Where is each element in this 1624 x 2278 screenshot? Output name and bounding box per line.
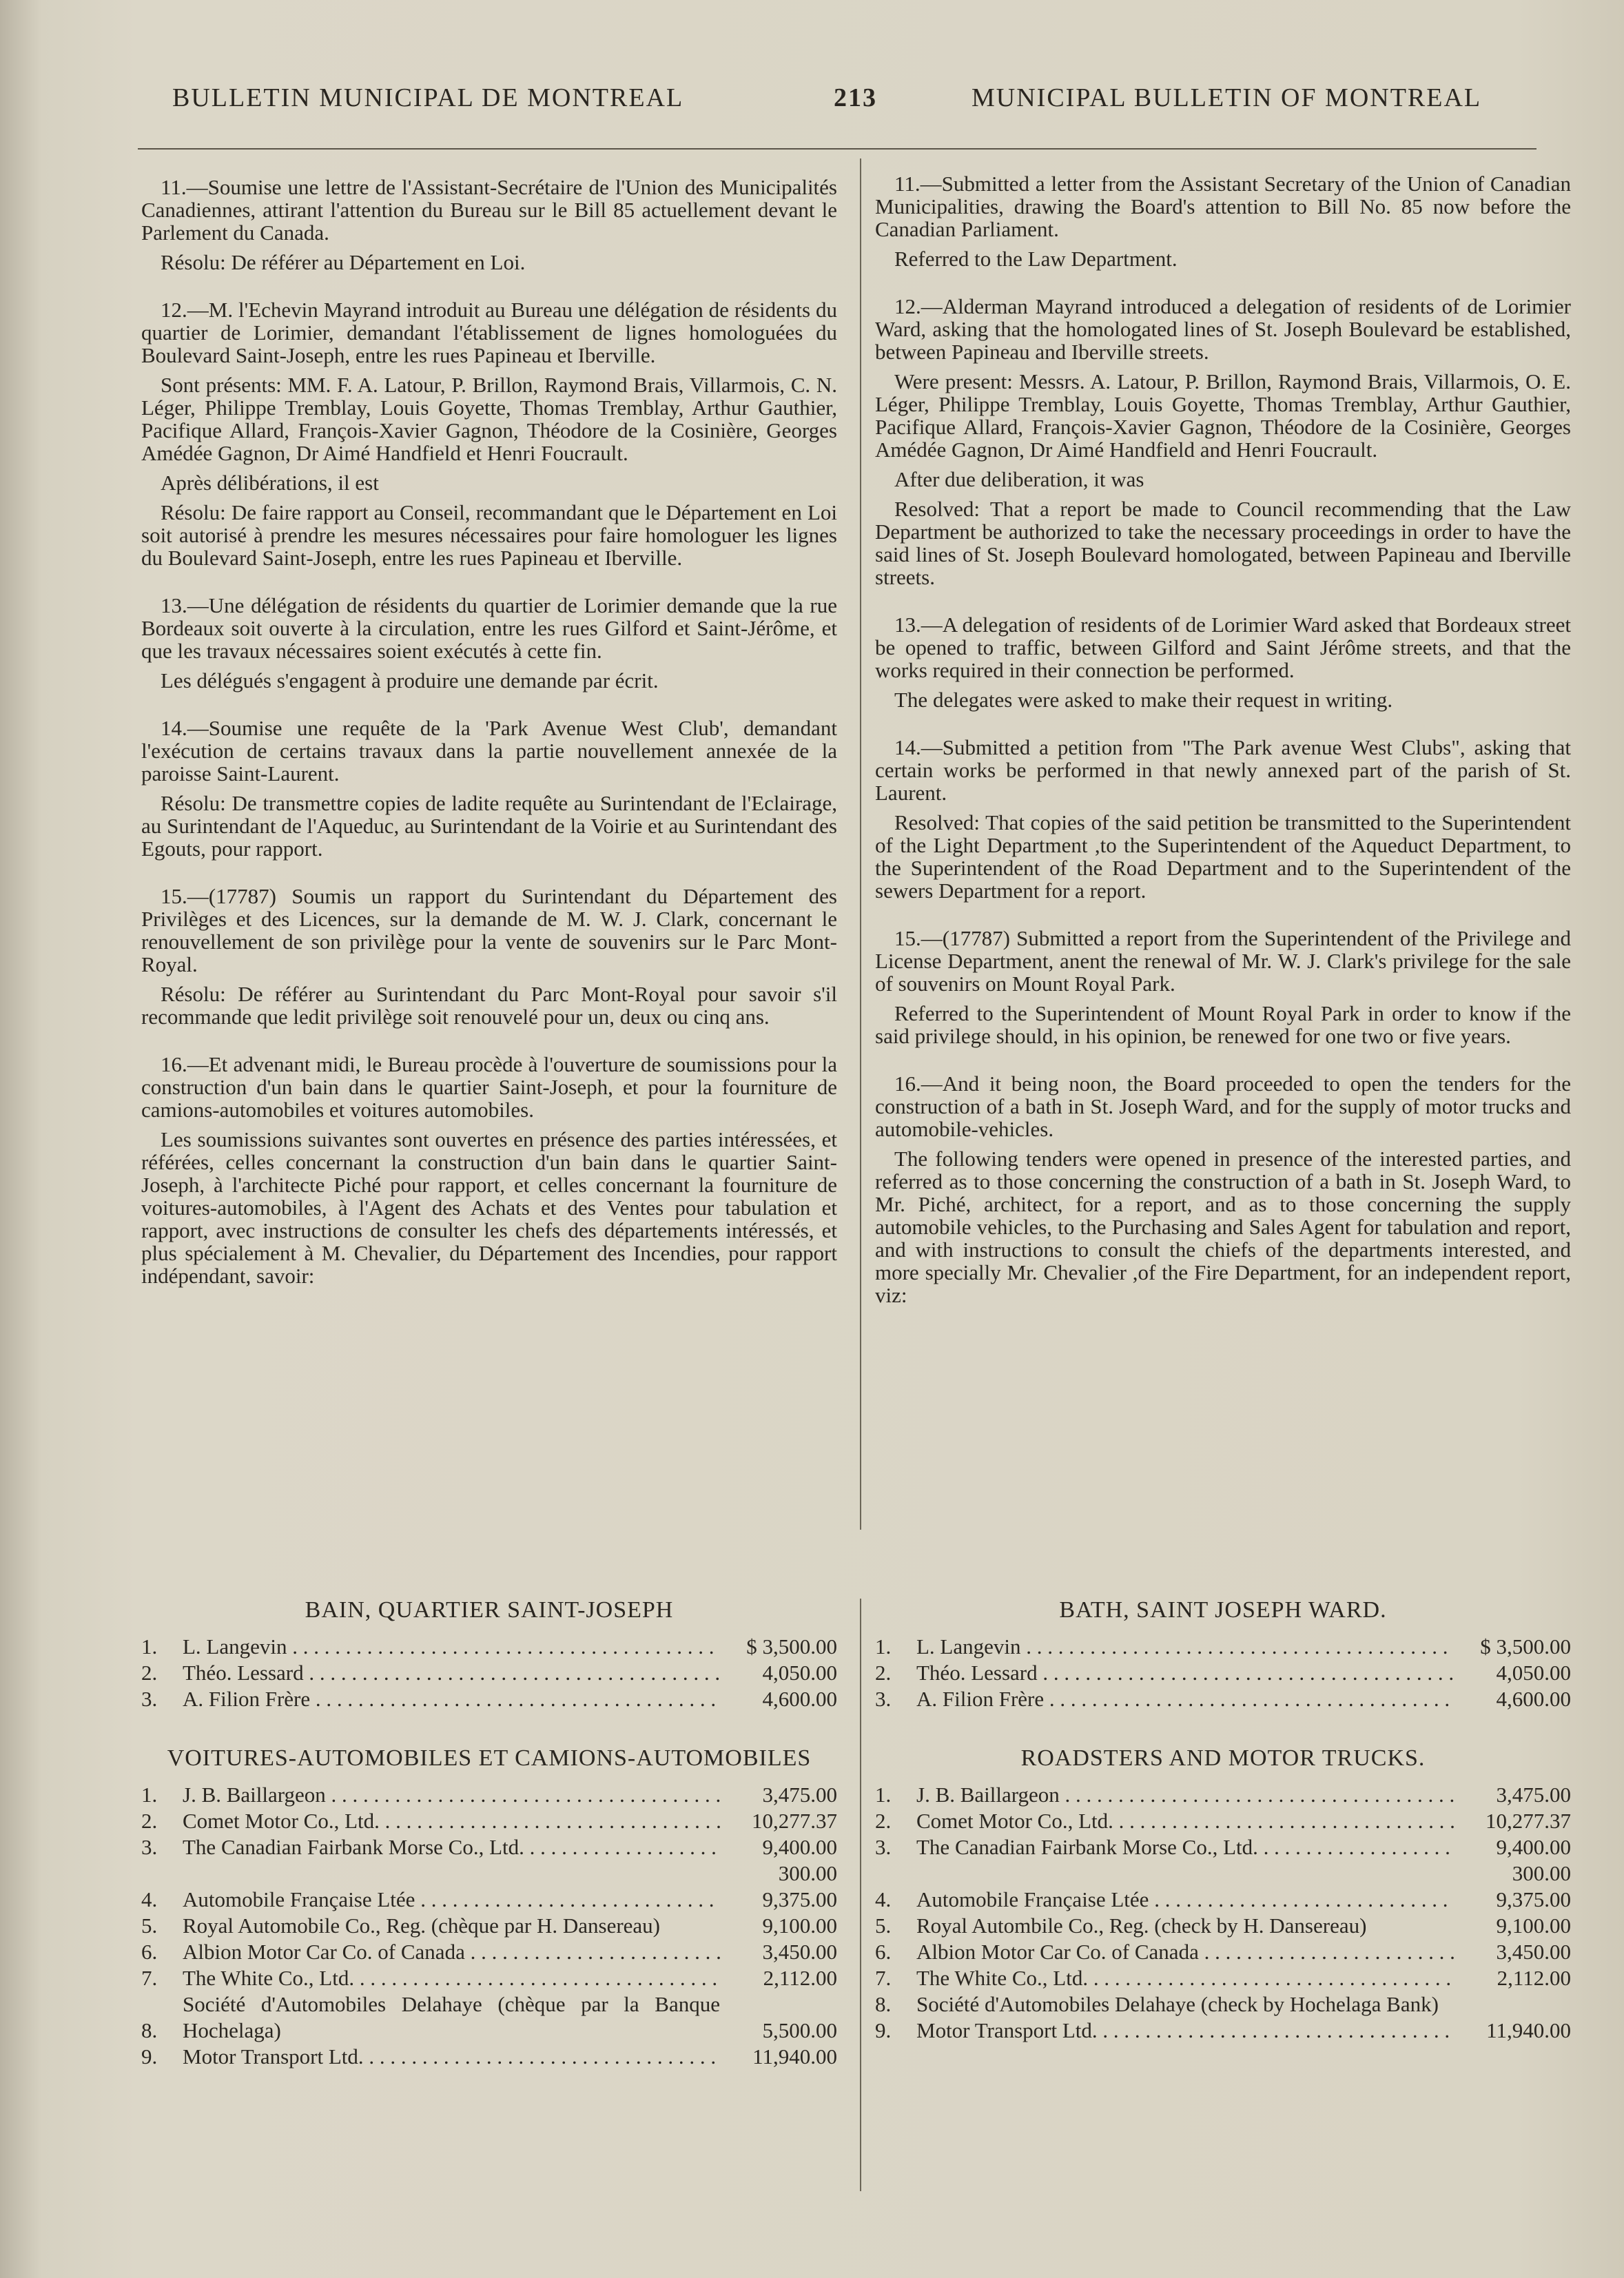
en-item-13-note: The delegates were asked to make their request in writing.: [894, 688, 1393, 712]
tender-name: Royal Autombile Co., Reg. (check by H. Dansereau): [916, 1913, 1367, 1938]
fr-cars-row: [141, 1939, 837, 1965]
tender-name: Comet Motor Co., Ltd. . . .: [183, 1808, 720, 1834]
tender-name: Théo. Lessard . . .: [916, 1660, 1454, 1686]
fr-item-12-resolution: Résolu: De faire rapport au Conseil, recommandant que le Département en Loi soit autorisé à prendre les mesures nécessaires pour faire homologuer les lignes du Boulevard Saint-Joseph, entre les rues Papineau et Iberville.: [141, 500, 837, 570]
tender-name: A. Filion Frère . . .: [916, 1686, 1454, 1712]
header-title-english: MUNICIPAL BULLETIN OF MONTREAL: [972, 83, 1482, 112]
fr-item-13-note: Les délégués s'engagent à produire une demande par écrit.: [161, 668, 659, 692]
fr-cars-row: [141, 1834, 837, 1860]
fr-bath-list: [141, 1634, 837, 1712]
tender-number: 3.: [141, 1835, 158, 1859]
fr-item-12-deliberation: Après délibérations, il est: [161, 471, 379, 495]
tender-number: 2.: [875, 1661, 892, 1685]
tender-name: Albion Motor Car Co. of Canada . . .: [183, 1939, 720, 1965]
en-bath-row: [875, 1686, 1571, 1712]
tender-name: L. Langevin . . .: [183, 1634, 720, 1660]
en-bath-row: [875, 1660, 1571, 1686]
en-cars-row: [875, 1834, 1571, 1860]
tender-name: Société d'Automobiles Delahaye (check by Hochelaga Bank): [916, 1992, 1439, 2016]
en-item-15-resolution: Referred to the Superintendent of Mount Royal Park in order to know if the said privilege should, in his opinion, be renewed for one two or five years.: [875, 1001, 1571, 1048]
tender-name: J. B. Baillargeon . . .: [183, 1782, 720, 1808]
tender-amount: 3,475.00: [1496, 1783, 1571, 1807]
en-cars-row: [875, 1808, 1571, 1834]
tender-name: Comet Motor Co., Ltd. . . .: [916, 1808, 1454, 1834]
fr-item-12-present: Sont présents: MM. F. A. Latour, P. Brillon, Raymond Brais, Villarmois, C. N. Léger, Philippe Tremblay, Louis Goyette, Thomas Tremblay, Arthur Gauthier, Pacifique Allard, François-Xavier Gagnon, Théodore de la Cosinière, Georges Amédée Gagnon, Dr Aimé Handfield et Henri Foucrault.: [141, 373, 837, 465]
tender-name: Théo. Lessard . . .: [183, 1660, 720, 1686]
tender-amount: $ 3,500.00: [746, 1634, 837, 1659]
column-divider-upper: [860, 158, 861, 1530]
fr-cars-row: [141, 1991, 837, 2044]
tender-number: 4.: [875, 1887, 892, 1911]
tender-name: J. B. Baillargeon . . .: [916, 1782, 1454, 1808]
fr-item-11-resolution: Résolu: De référer au Département en Loi.: [161, 250, 526, 274]
fr-cars-row: [141, 1965, 837, 1991]
tender-amount: $ 3,500.00: [1480, 1634, 1571, 1659]
tender-amount: 10,277.37: [752, 1809, 837, 1833]
fr-cars-row: [141, 1913, 837, 1939]
tender-number: 4.: [141, 1887, 158, 1911]
tender-amount: 10,277.37: [1486, 1809, 1571, 1833]
tender-name: Motor Transport Ltd. . . .: [183, 2044, 720, 2070]
en-cars-row: [875, 1913, 1571, 1939]
tender-number: 6.: [141, 1940, 158, 1964]
en-bath-title: BATH, SAINT JOSEPH WARD.: [1059, 1597, 1387, 1623]
tender-name: Albion Motor Car Co. of Canada . . .: [916, 1939, 1454, 1965]
fr-item-11: 11.—Soumise une lettre de l'Assistant-Secrétaire de l'Union des Municipalités Canadiennes, attirant l'attention du Bureau sur le Bill 85 actuellement devant le Parlement du Canada.: [141, 175, 837, 245]
tender-name: L. Langevin . . .: [916, 1634, 1454, 1660]
tender-amount: 4,050.00: [1496, 1661, 1571, 1685]
tender-number: 7.: [875, 1966, 892, 1990]
tender-number: 1.: [141, 1634, 158, 1659]
fr-cars-row: [141, 2044, 837, 2070]
tender-number: 5.: [141, 1913, 158, 1938]
fr-cars-row: [141, 1782, 837, 1808]
fr-cars-list: [141, 1782, 837, 2070]
fr-cars-title: VOITURES-AUTOMOBILES ET CAMIONS-AUTOMOBILES: [167, 1745, 812, 1771]
fr-cars-row: [141, 1887, 837, 1913]
fr-bath-row: [141, 1634, 837, 1660]
en-cars-list: [875, 1782, 1571, 2044]
tender-amount: 9,100.00: [1496, 1913, 1571, 1938]
en-item-12-deliberation: After due deliberation, it was: [894, 467, 1144, 491]
fr-item-12: 12.—M. l'Echevin Mayrand introduit au Bureau une délégation de résidents du quartier de Lorimier, demandant l'établissement de lignes homologuées du Boulevard Saint-Joseph, entre les rues Papineau et Iberville.: [141, 298, 837, 367]
en-item-12: 12.—Alderman Mayrand introduced a delegation of residents of de Lorimier Ward, asking that the homologated lines of St. Joseph Boulevard be established, between Papineau and Iberville streets.: [875, 294, 1571, 364]
tender-number: 2.: [141, 1809, 158, 1833]
fr-item-16-tenders: Les soumissions suivantes sont ouvertes en présence des parties intéressées, et référées, celles concernant la construction d'un bain dans le quartier Saint-Joseph, à l'architecte Piché pour rapport, et celles concernant la fourniture de voitures-automobiles, à l'Agent des Achats et des Ventes pour tabulation et rapport, avec instructions de consulter les chefs des départements intéressés, et plus spécialement à M. Chevalier, du Département des Incendies, pour rapport indépendant, savoir:: [141, 1127, 837, 1288]
en-cars-row: [875, 1965, 1571, 1991]
tender-extra-amount: 300.00: [778, 1861, 837, 1885]
tender-number: 9.: [141, 2044, 158, 2069]
fr-item-15: 15.—(17787) Soumis un rapport du Surintendant du Département des Privilèges et des Licences, sur la demande de M. W. J. Clark, concernant le renouvellement de son privilège pour la vente de souvenirs sur le Parc Mont-Royal.: [141, 884, 837, 976]
tender-name: Automobile Française Ltée . . .: [916, 1887, 1454, 1913]
tender-amount: 3,475.00: [762, 1783, 837, 1807]
tender-number: 8.: [141, 2018, 158, 2042]
tender-number: 2.: [141, 1661, 158, 1685]
fr-bath-row: [141, 1686, 837, 1712]
tender-amount: 3,450.00: [1496, 1940, 1571, 1964]
en-tenders: [875, 1599, 1571, 2044]
fr-item-14-resolution: Résolu: De transmettre copies de ladite requête au Surintendant de l'Eclairage, au Surintendant de l'Aqueduc, au Surintendant de la Voirie et au Surintendant des Egouts, pour rapport.: [141, 791, 837, 861]
french-column: [141, 176, 837, 1294]
tender-amount: 9,375.00: [762, 1887, 837, 1911]
tender-extra-amount: 300.00: [1512, 1861, 1571, 1885]
tender-name: The Canadian Fairbank Morse Co., Ltd. . . .: [916, 1834, 1454, 1860]
english-column: [875, 172, 1571, 1313]
en-cars-row: [875, 1887, 1571, 1913]
en-item-16: 16.—And it being noon, the Board proceeded to open the tenders for the construction of a bath in St. Joseph Ward, and for the supply of motor trucks and automobile-vehicles.: [875, 1071, 1571, 1141]
fr-tenders: [141, 1599, 837, 2070]
en-item-11-resolution: Referred to the Law Department.: [894, 247, 1178, 271]
fr-item-13: 13.—Une délégation de résidents du quartier de Lorimier demande que la rue Bordeaux soit ouverte à la circulation, entre les rues Gilford et Saint-Jérôme, et que les travaux nécessaires soient exécutés à cette fin.: [141, 593, 837, 663]
header-title-french: BULLETIN MUNICIPAL DE MONTREAL: [172, 83, 684, 112]
tender-name: A. Filion Frère . . .: [183, 1686, 720, 1712]
tender-number: 1.: [875, 1783, 892, 1807]
tender-amount: 9,100.00: [762, 1913, 837, 1938]
tender-name: The Canadian Fairbank Morse Co., Ltd. . . .: [183, 1834, 720, 1860]
tender-number: 7.: [141, 1966, 158, 1990]
tender-name: Royal Automobile Co., Reg. (chèque par H. Dansereau): [183, 1913, 661, 1938]
en-item-14: 14.—Submitted a petition from "The Park avenue West Clubs", asking that certain works be performed in that newly annexed part of the parish of St. Laurent.: [875, 735, 1571, 805]
tender-amount: 2,112.00: [763, 1966, 837, 1990]
en-item-13: 13.—A delegation of residents of de Lorimier Ward asked that Bordeaux street be opened to traffic, between Gilford and Saint Jérôme streets, and that the works required in their connection be performed.: [875, 613, 1571, 682]
en-item-15: 15.—(17787) Submitted a report from the Superintendent of the Privilege and License Department, anent the renewal of Mr. W. J. Clark's privilege for the sale of souvenirs on Mount Royal Park.: [875, 926, 1571, 996]
tender-name: Motor Transport Ltd. . . .: [916, 2018, 1454, 2044]
tender-number: 1.: [141, 1783, 158, 1807]
fr-cars-row: [141, 1808, 837, 1834]
en-bath-row: [875, 1634, 1571, 1660]
en-item-12-resolution: Resolved: That a report be made to Council recommending that the Law Department be authorized to take the necessary proceedings in order to have the said lines of St. Joseph Boulevard homologated, between Papineau and Iberville streets.: [875, 497, 1571, 589]
fr-bath-title: BAIN, QUARTIER SAINT-JOSEPH: [305, 1597, 674, 1623]
en-cars-row: [875, 1939, 1571, 1965]
tender-amount: 9,400.00: [762, 1835, 837, 1859]
tender-number: 5.: [875, 1913, 892, 1938]
en-item-14-resolution: Resolved: That copies of the said petition be transmitted to the Superintendent of the Light Department ,to the Superintendent of the Aqueduct Department, to the Superintendent of the Road Department and to the Superintendent of the sewers Department for a report.: [875, 810, 1571, 903]
tender-number: 9.: [875, 2018, 892, 2042]
tender-amount: 4,600.00: [762, 1687, 837, 1711]
tender-amount: 3,450.00: [762, 1940, 837, 1964]
header-rule: [138, 148, 1536, 150]
fr-bath-row: [141, 1660, 837, 1686]
tender-number: 3.: [875, 1687, 892, 1711]
tender-amount: 5,500.00: [762, 2018, 837, 2042]
en-cars-title: ROADSTERS AND MOTOR TRUCKS.: [1020, 1745, 1426, 1771]
en-item-12-present: Were present: Messrs. A. Latour, P. Brillon, Raymond Brais, Villarmois, O. E. Léger, Philippe Tremblay, Louis Goyette, Thomas Tremblay, Arthur Gauthier, Pacifique Allard, François-Xavier Gagnon, Théodore de la Cosinière, Georges Amédée Gagnon, Dr Aimé Handfield and Henri Foucrault.: [875, 369, 1571, 462]
page-header: [165, 83, 1507, 138]
en-cars-row: [875, 2018, 1571, 2044]
en-item-16-tenders: The following tenders were opened in presence of the interested parties, and referred as to those concerning the construction of a bath in St. Joseph Ward, to Mr. Piché, architect, for a report, and as to those concerning the supply automobile vehicles, to the Purchasing and Sales Agent for tabulation and report, and with instructions to consult the chiefs of the departments interested, and more specially Mr. Chevalier ,of the Fire Department, for an independent report, viz:: [875, 1147, 1571, 1307]
en-bath-list: [875, 1634, 1571, 1712]
column-divider-lower: [860, 1599, 861, 2191]
tender-amount: 9,375.00: [1496, 1887, 1571, 1911]
tender-amount: 11,940.00: [752, 2044, 837, 2069]
en-cars-row: [875, 1782, 1571, 1808]
tender-number: 3.: [141, 1687, 158, 1711]
tender-number: 6.: [875, 1940, 892, 1964]
tender-amount: 9,400.00: [1496, 1835, 1571, 1859]
tender-number: 8.: [875, 1992, 892, 2016]
tender-name: Automobile Française Ltée . . .: [183, 1887, 720, 1913]
tender-amount: 4,600.00: [1496, 1687, 1571, 1711]
page-number: 213: [834, 83, 877, 112]
tender-amount: 2,112.00: [1497, 1966, 1571, 1990]
en-item-11: 11.—Submitted a letter from the Assistant Secretary of the Union of Canadian Municipalities, drawing the Board's attention to Bill No. 85 now before the Canadian Parliament.: [875, 172, 1571, 241]
tender-name: The White Co., Ltd. . . .: [916, 1965, 1454, 1991]
fr-item-14: 14.—Soumise une requête de la 'Park Avenue West Club', demandant l'exécution de certains travaux dans la partie nouvellement annexée de la paroisse Saint-Laurent.: [141, 716, 837, 786]
fr-item-16: 16.—Et advenant midi, le Bureau procède à l'ouverture de soumissions pour la construction d'un bain dans le quartier Saint-Joseph, et pour la fourniture de camions-automobiles et voitures automobiles.: [141, 1052, 837, 1122]
tender-number: 3.: [875, 1835, 892, 1859]
tender-amount: 11,940.00: [1486, 2018, 1571, 2042]
tender-number: 2.: [875, 1809, 892, 1833]
tender-name: Société d'Automobiles Delahaye (chèque par la Banque Hochelaga): [183, 1992, 720, 2042]
fr-item-15-resolution: Résolu: De référer au Surintendant du Parc Mont-Royal pour savoir s'il recommande que ledit privilège soit renouvelé pour un, deux ou cinq ans.: [141, 982, 837, 1029]
tender-amount: 4,050.00: [762, 1661, 837, 1685]
en-cars-row: [875, 1991, 1571, 2018]
tender-name: The White Co., Ltd. . . .: [183, 1965, 720, 1991]
tender-number: 1.: [875, 1634, 892, 1659]
